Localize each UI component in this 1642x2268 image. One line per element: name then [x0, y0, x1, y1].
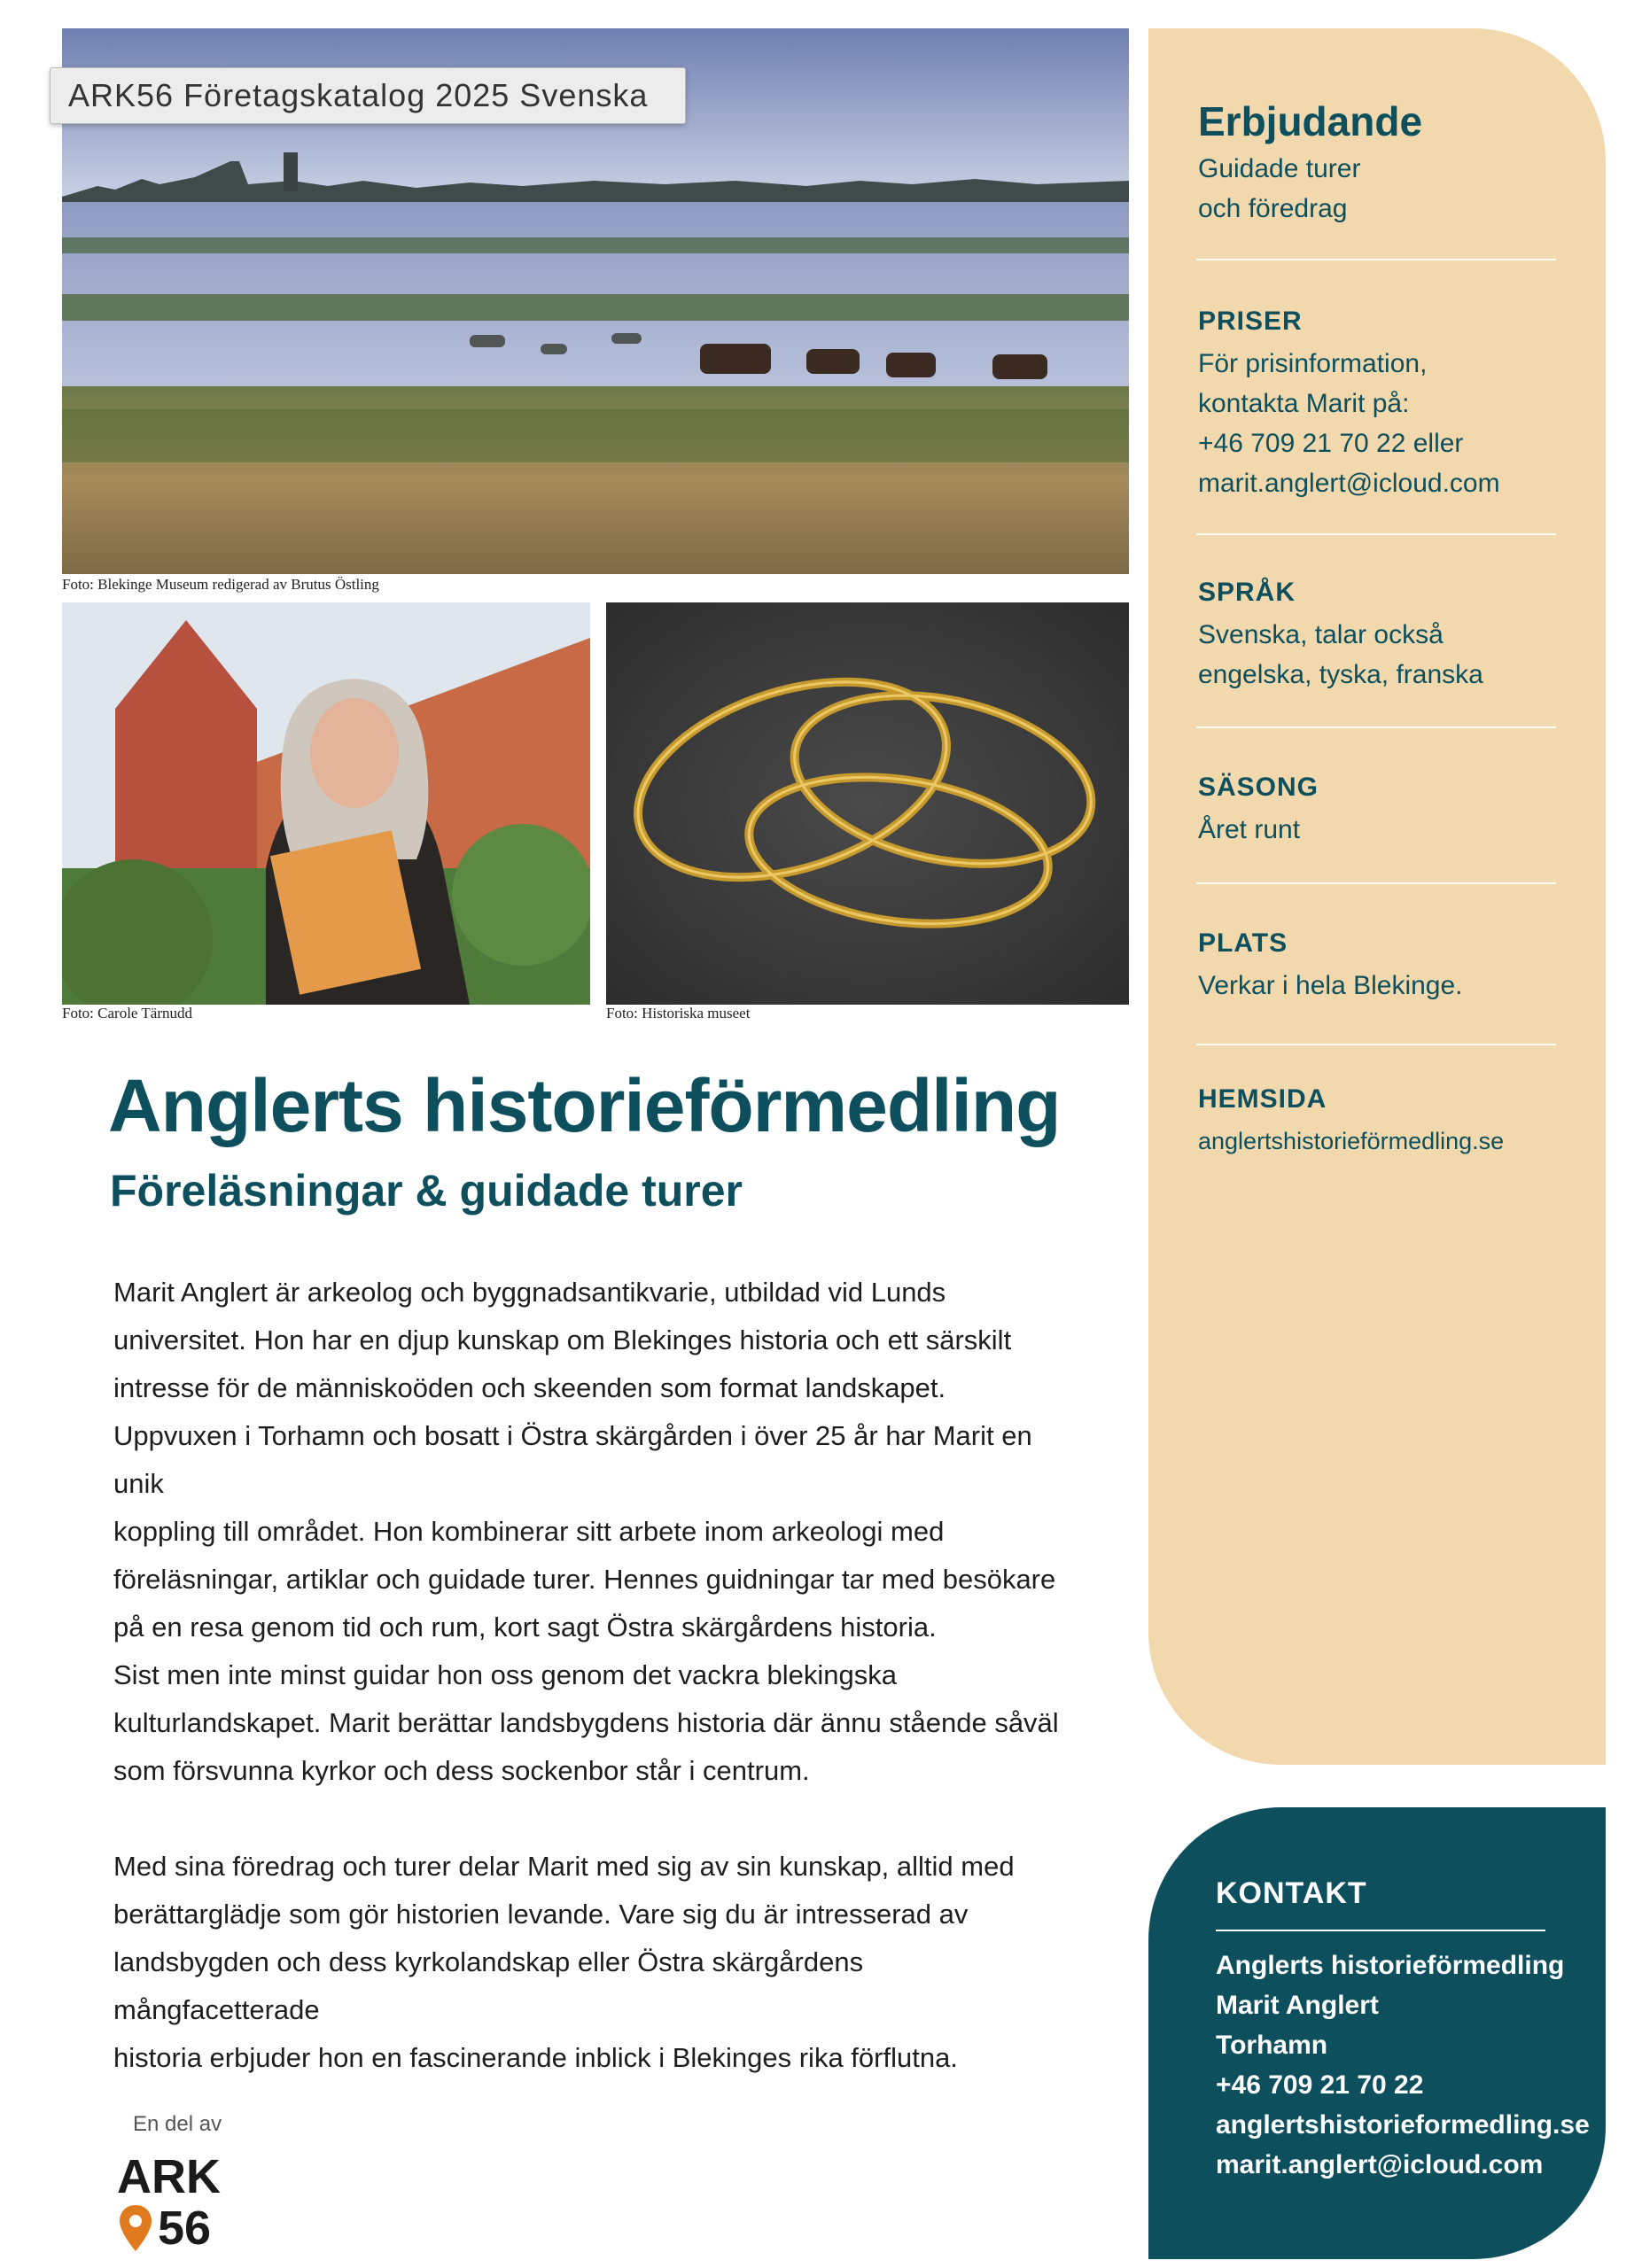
info-sidebar [1148, 28, 1606, 1765]
brand-intro: En del av [133, 2112, 222, 2136]
prices-line: marit.anglert@icloud.com [1198, 469, 1500, 498]
language-section [1198, 578, 1561, 695]
place-line: Verkar i hela Blekinge. [1198, 971, 1463, 1000]
prices-heading: PRISER [1198, 307, 1303, 336]
body-line: universitet. Hon har en djup kunskap om Blekinges historia och ett särskilt [113, 1324, 1012, 1355]
body-line: koppling till området. Hon kombinerar sitt arbete inom arkeologi med [113, 1516, 945, 1547]
body-line: historia erbjuder hon en fascinerande inblick i Blekinges rika förflutna. [113, 2042, 958, 2073]
body-paragraph-1 [113, 1269, 1070, 1795]
landscape-photo-caption: Foto: Blekinge Museum redigerad av Brutus Östling [62, 576, 379, 593]
brand-number: 56 [158, 2202, 212, 2255]
contact-lines [1216, 1946, 1606, 2185]
location-pin-icon [117, 2203, 154, 2253]
body-line: intresse för de människoöden och skeenden som format landskapet. [113, 1372, 946, 1403]
website-heading: HEMSIDA [1198, 1084, 1327, 1114]
sidebar-divider [1196, 1044, 1556, 1045]
body-line: Med sina föredrag och turer delar Marit med sig av sin kunskap, alltid med [113, 1851, 1015, 1882]
body-line: på en resa genom tid och rum, kort sagt Östra skärgårdens historia. [113, 1612, 937, 1643]
contact-location: Torhamn [1216, 2031, 1328, 2060]
sidebar-divider [1196, 882, 1556, 884]
prices-line: +46 709 21 70 22 eller [1198, 429, 1464, 458]
prices-line: kontakta Marit på: [1198, 389, 1410, 418]
offer-line: Guidade turer [1198, 154, 1361, 183]
contact-person: Marit Anglert [1216, 1991, 1379, 2020]
offer-heading: Erbjudande [1198, 98, 1423, 144]
brand-name: ARK [117, 2150, 221, 2203]
contact-divider [1216, 1930, 1545, 1931]
offer-section [1198, 97, 1561, 229]
website-link[interactable]: anglertshistorieförmedling.se [1198, 1128, 1505, 1154]
season-heading: SÄSONG [1198, 773, 1319, 802]
place-section [1198, 928, 1561, 1006]
brand-row [117, 2202, 222, 2254]
bracelets-photo [606, 602, 1129, 1005]
body-paragraph-2 [113, 1843, 1070, 2082]
portrait-photo-caption: Foto: Carole Tärnudd [62, 1005, 192, 1021]
body-line: Marit Anglert är arkeolog och byggnadsantikvarie, utbildad vid Lunds [113, 1277, 946, 1308]
bracelets-photo-caption: Foto: Historiska museet [606, 1005, 751, 1021]
season-section [1198, 773, 1561, 850]
language-line: Svenska, talar också [1198, 620, 1444, 649]
portrait-photo [62, 602, 590, 1005]
contact-website[interactable]: anglertshistorieformedling.se [1216, 2110, 1590, 2140]
offer-line: och föredrag [1198, 194, 1348, 223]
body-line: föreläsningar, artiklar och guidade turer. Hennes guidningar tar med besökare [113, 1564, 1056, 1595]
contact-phone[interactable]: +46 709 21 70 22 [1216, 2070, 1424, 2100]
website-section [1198, 1084, 1561, 1161]
sidebar-divider [1196, 726, 1556, 728]
ark56-logo [117, 2112, 222, 2254]
body-line: berättarglädje som gör historien levande. Vare sig du är intresserad av [113, 1899, 969, 1930]
contact-box [1148, 1807, 1606, 2259]
contact-email[interactable]: marit.anglert@icloud.com [1216, 2150, 1544, 2179]
body-line: Sist men inte minst guidar hon oss genom det vackra blekingska [113, 1659, 897, 1690]
season-line: Året runt [1198, 815, 1301, 844]
contact-heading: KONTAKT [1216, 1876, 1367, 1910]
prices-line: För prisinformation, [1198, 349, 1428, 378]
body-line: som försvunna kyrkor och dess sockenbor står i centrum. [113, 1755, 810, 1786]
contact-company: Anglerts historieförmedling [1216, 1951, 1565, 1980]
sidebar-divider [1196, 259, 1556, 260]
language-line: engelska, tyska, franska [1198, 660, 1483, 689]
document-title-tag: ARK56 Företagskatalog 2025 Svenska [50, 67, 686, 124]
body-line: Uppvuxen i Torhamn och bosatt i Östra skärgården i över 25 år har Marit en unik [113, 1420, 1032, 1499]
body-line: kulturlandskapet. Marit berättar landsbygdens historia där ännu stående såväl [113, 1707, 1059, 1738]
sidebar-divider [1196, 533, 1556, 535]
place-heading: PLATS [1198, 928, 1288, 958]
page-subtitle: Föreläsningar & guidade turer [110, 1166, 743, 1216]
body-line: landsbygden och dess kyrkolandskap eller Östra skärgårdens mångfacetterade [113, 1946, 864, 2025]
prices-section [1198, 307, 1561, 503]
language-heading: SPRÅK [1198, 578, 1296, 607]
page-title: Anglerts historieförmedling [108, 1064, 1061, 1147]
body-text [113, 1269, 1070, 2130]
